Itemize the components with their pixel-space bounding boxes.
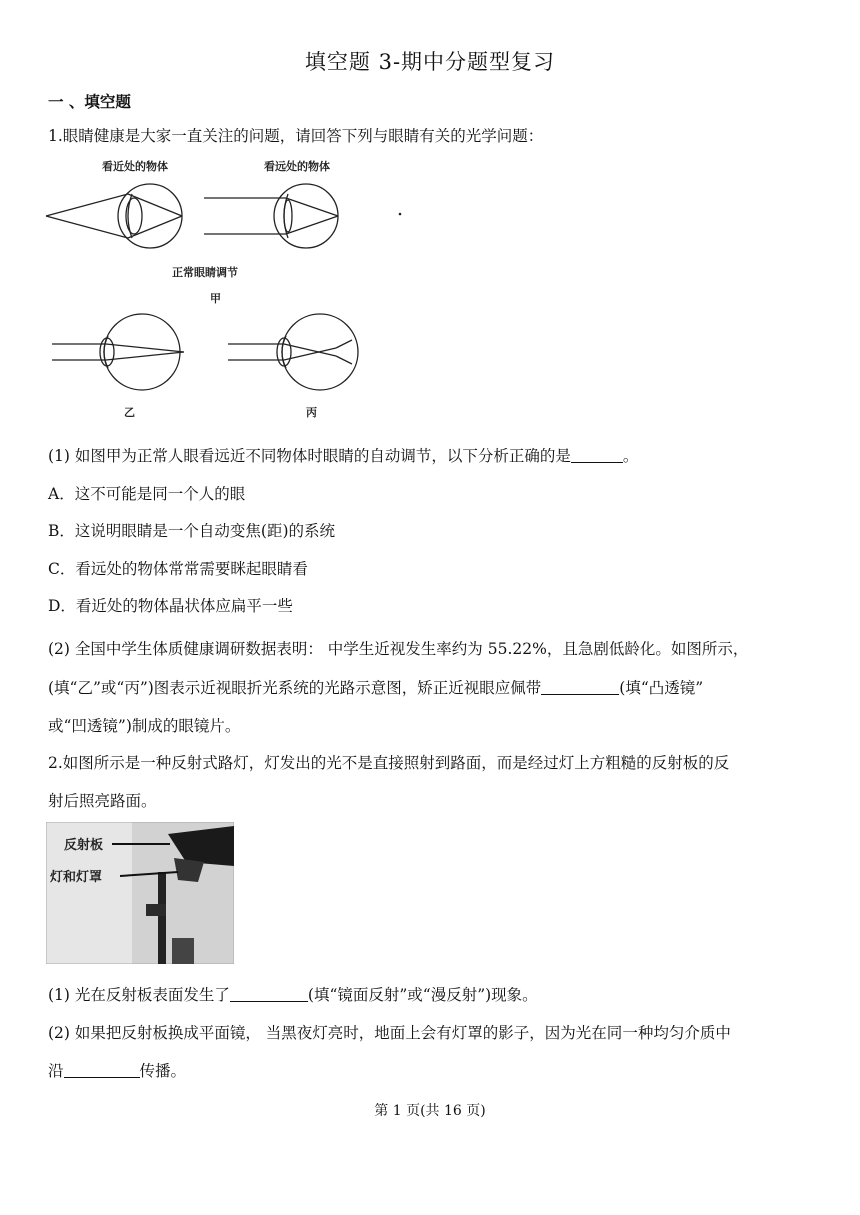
option-c: C．看远处的物体常常需要眯起眼睛看 [48, 560, 308, 578]
q1-sub2-line2 [48, 676, 703, 698]
q1-stem: 1.眼睛健康是大家一直关注的问题，请回答下列与眼睛有关的光学问题： [48, 127, 544, 145]
q1-sub2-line1: (2) 全国中学生体质健康调研数据表明： 中学生近视发生率约为 55.22%，且急剧低龄化。如图所示， [48, 640, 749, 658]
q2-stem-line2: 射后照亮路面。 [48, 792, 157, 810]
label-near-object: 看近处的物体 [102, 160, 168, 173]
caption-yi: 乙 [124, 406, 135, 419]
label-lamp: 灯和灯罩 [50, 870, 103, 885]
q2-sub2-line1: (2) 如果把反射板换成平面镜， 当黑夜灯亮时，地面上会有灯罩的影子，因为光在同一种均匀介质中 [48, 1024, 731, 1042]
q2-sub2-line2 [48, 1059, 186, 1081]
caption-jia: 甲 [210, 292, 221, 305]
caption-bing: 丙 [306, 406, 317, 419]
q2-stem-line1: 2.如图所示是一种反射式路灯，灯发出的光不是直接照射到路面，而是经过灯上方粗糙的反射板的反 [48, 754, 730, 772]
lamp-pole-shape [158, 872, 166, 964]
q2-sub2-b: 传播。 [139, 1062, 187, 1080]
street-lamp-figure [46, 822, 234, 964]
section-heading: 一 、填空题 [48, 93, 131, 111]
q2-sub2-a: 沿 [48, 1062, 64, 1080]
eye-yi-diagram [52, 314, 184, 390]
eye-bing-diagram [228, 314, 358, 390]
q1-sub1 [48, 444, 638, 466]
answer-blank[interactable] [230, 985, 308, 1002]
q2-sub1-a: (1) 光在反射板表面发生了 [48, 986, 230, 1004]
eye-near-diagram [46, 184, 182, 248]
q1-sub1-text: (1) 如图甲为正常人眼看远近不同物体时眼睛的自动调节，以下分析正确的是 [48, 447, 571, 465]
eye-far-diagram [204, 184, 338, 248]
label-reflector: 反射板 [64, 838, 104, 853]
option-d: D．看近处的物体晶状体应扁平一些 [48, 597, 293, 615]
page-footer: 第 1 页(共 16 页) [374, 1103, 486, 1119]
option-b: B．这说明眼睛是一个自动变焦(距)的系统 [48, 522, 335, 540]
option-a: A．这不可能是同一个人的眼 [48, 485, 246, 503]
myopia-hyperopia-figure [44, 306, 404, 424]
q2-sub1-b: (填“镜面反射”或“漫反射”)现象。 [307, 986, 538, 1004]
caption-normal-eye: 正常眼睛调节 [172, 266, 238, 279]
q1-sub2-line3: 或“凹透镜”)制成的眼镜片。 [48, 717, 241, 735]
q1-sub2-line2-b: (填“凸透镜” [619, 679, 704, 697]
eye-accommodation-figure [44, 150, 404, 310]
q2-sub1 [48, 983, 538, 1005]
answer-blank[interactable] [571, 446, 623, 463]
page-title: 填空题 3-期中分题型复习 [304, 50, 556, 74]
q1-sub2-line2-a: (填“乙”或“丙”)图表示近视眼折光系统的光路示意图，矫正近视眼应佩带 [48, 679, 542, 697]
answer-blank[interactable] [541, 678, 619, 695]
answer-blank[interactable] [64, 1061, 140, 1078]
label-far-object: 看远处的物体 [264, 160, 330, 173]
q1-sub1-end: 。 [622, 447, 639, 465]
